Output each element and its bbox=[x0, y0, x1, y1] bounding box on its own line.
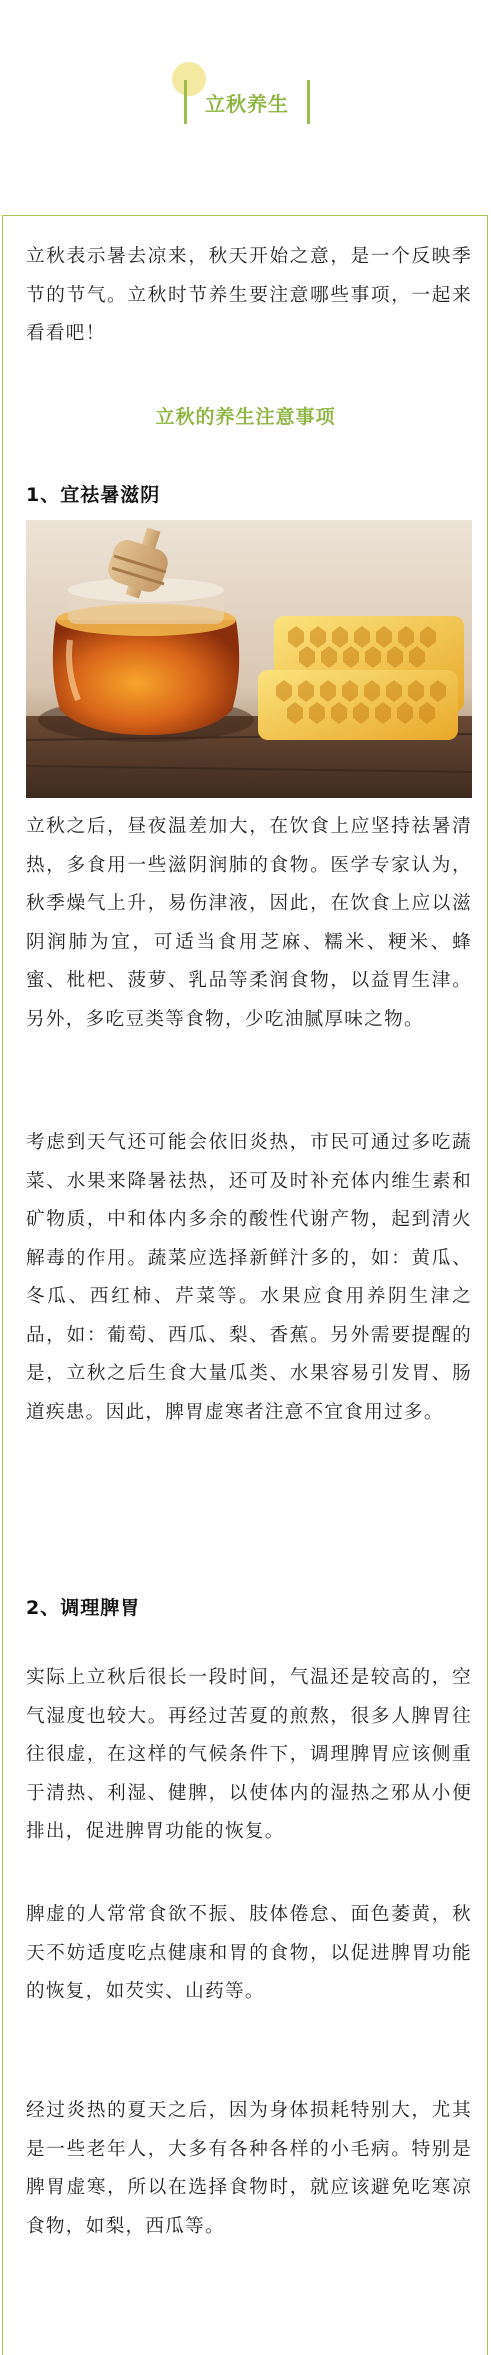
intro-paragraph: 立秋表示暑去凉来，秋天开始之意，是一个反映季节的节气。立秋时节养生要注意哪些事项，一起来看看吧！ bbox=[26, 246, 472, 344]
title-frame bbox=[184, 80, 310, 124]
section2-paragraph-2: 脾虚的人常常食欲不振、肢体倦怠、面色萎黄，秋天不妨适度吃点健康和胃的食物，以促进脾胃功能的恢复，如芡实、山药等。 bbox=[26, 1904, 472, 2002]
article-header bbox=[0, 0, 491, 215]
section2-paragraph-3: 经过炎热的夏天之后，因为身体损耗特别大，尤其是一些老年人，大多有各种各样的小毛病。特别是脾胃虚寒，所以在选择食物时，就应该避免吃寒凉食物，如梨，西瓜等。 bbox=[26, 2100, 472, 2237]
honey-jar-image bbox=[26, 520, 472, 798]
section2-paragraph-1: 实际上立秋后很长一段时间，气温还是较高的，空气湿度也较大。再经过苦夏的煎熬，很多人脾胃往往很虚，在这样的气候条件下，调理脾胃应该侧重于清热、利湿、健脾，以使体内的湿热之邪从小便排出，促进脾胃功能的恢复。 bbox=[26, 1667, 472, 1842]
section-subtitle: 立秋的养生注意事项 bbox=[155, 406, 336, 428]
section-heading-2: 2、调理脾胃 bbox=[26, 1597, 141, 1619]
section1-paragraph-1: 立秋之后，昼夜温差加大，在饮食上应坚持祛暑清热，多食用一些滋阴润肺的食物。医学专家认为，秋季燥气上升，易伤津液，因此，在饮食上应以滋阴润肺为宜，可适当食用芝麻、糯米、粳米、蜂蜜、枇杷、菠萝、乳品等柔润食物，以益胃生津。另外，多吃豆类等食物，少吃油腻厚味之物。 bbox=[26, 816, 472, 1030]
section1-paragraph-2: 考虑到天气还可能会依旧炎热，市民可通过多吃蔬菜、水果来降暑祛热，还可及时补充体内维生素和矿物质，中和体内多余的酸性代谢产物，起到清火解毒的作用。蔬菜应选择新鲜汁多的，如：黄瓜、冬瓜、西红柿、芹菜等。水果应食用养阴生津之品，如：葡萄、西瓜、梨、香蕉。另外需要提醒的是，立秋之后生食大量瓜类、水果容易引发胃、肠道疾患。因此，脾胃虚寒者注意不宜食用过多。 bbox=[26, 1132, 472, 1423]
honey-photo bbox=[26, 520, 472, 798]
section-heading-1: 1、宜祛暑滋阴 bbox=[26, 484, 161, 506]
page-title: 立秋养生 bbox=[205, 91, 289, 116]
